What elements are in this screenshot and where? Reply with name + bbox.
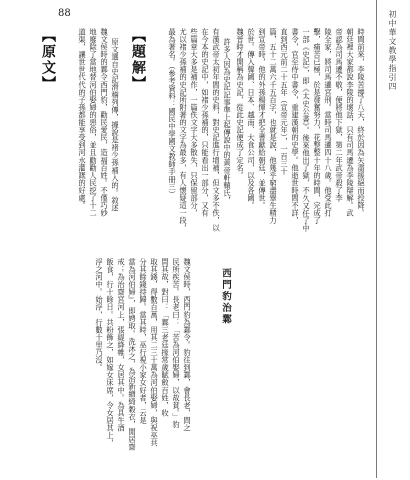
original-line: 分其餘錢持歸。當其時，巫行視小家女好者，云是 [139, 258, 148, 425]
tijie-line: 原文選自史記滑稽列傳，據說是褚少孫補入的。敘述 [111, 38, 120, 212]
intro-line: 書令，官至侍中書令，重建漢朝的史學。他逝世時間不詳， [291, 28, 300, 225]
intro-line: 篇，五十二萬六千五百字，也就是說，他幾乎窮盡畢生精力 [269, 28, 278, 225]
page-number: 88 [58, 8, 71, 19]
original-line: 取其錢，得數百萬，用其二三十萬為河伯娶婦，與祝巫共 [150, 258, 159, 447]
reference-note: 最為著名。（參考資料：國民中學國文教師手冊三） [168, 28, 177, 198]
intro-line: 時間前來，李陵苦撐了八天，終於因為矢盡援絕而投降。 [357, 28, 366, 217]
intro-line: 在今本的史記中，如褚少孫補的，只能看出一部分，又有 [201, 28, 210, 217]
intro-line: 尤以褚少孫補的史記所附著的文字為最多，有人懷疑這一段， [179, 28, 188, 232]
intro-line: 朝廷裡大家都說李陵的壞話，只有司馬遷為李陵辯解。武 [346, 28, 355, 217]
original-line: 魏文侯時，西門豹為鄴令。豹往到鄴，會長老，問之 [183, 258, 192, 432]
section-heading-yuanwen: 【原文】 [40, 28, 56, 92]
story-title: 西門豹治鄴 [220, 268, 231, 326]
original-line: 問其故，對曰：「鄴三老廷掾常歲賦斂百姓，收 [161, 258, 170, 417]
intro-line: 陵全家，將司馬遷宮刑。當時司馬遷四十八歲。他受此打 [324, 28, 333, 217]
intro-line: 許多人因為史記記事準上起傳說中的黃帝軒轅氏， [223, 38, 232, 205]
original-line: 飯食，行十餘日。共粉飾之，如嫁女床席，令女居其上， [106, 258, 115, 447]
intro-line: 些篇章大多是補作，一篇佚文字大多散失，只保留部分， [190, 28, 199, 217]
tijie-line: 地廢除了當地替河伯娶婦的惡俗，並且勸勸人民挖了十二 [89, 28, 98, 217]
intro-line: 擊，痛苦已極，於是發奮努力，花整整十年的時間，完成了 [313, 28, 322, 225]
original-line: 浮之河中。始浮，行數十里乃沒。 [95, 258, 104, 372]
tijie-line: 道渠，讓世世代代的子孫都能享受到河水灌溉的好處。 [78, 28, 87, 210]
intro-line: 魏晉時才開稱為史記，從此史記便成了定名。 [236, 28, 245, 179]
running-head: 初中華文教學指引四 [388, 10, 397, 91]
original-line: 戒；為治齋宮河上，張緹絳帷，女居其中。為具牛酒 [117, 258, 126, 432]
tijie-line: 魏文侯時的鄴令西門豹，勸民愛民，造福百姓。不僅巧妙 [100, 28, 109, 217]
original-line: 民所疾苦。長老曰：「苦為河伯娶婦，以故貧。」豹 [172, 258, 181, 428]
intro-line: 有漢武帝太初年間的史料，對史記進行增補，但文多不佚，以 [212, 28, 221, 232]
intro-line: 到宣帝時，他的外孫楊惲才把全書獻給朝廷，並傳世。 [258, 28, 267, 210]
header-rule [376, 0, 378, 478]
intro-line: 帝認為司馬遷不敬，便將他下獄，第二年武帝殺了李 [335, 28, 344, 202]
intro-line: 一部《史記》，即《太史公書》。後來他出了獄，不久又任了中 [302, 28, 311, 233]
section-heading-tijie: 【題解】 [130, 28, 146, 92]
intro-line: 直到西元前二十五年（宣帝元年），一百三十 [280, 28, 289, 176]
original-line: 當為河伯婦』，即娉取。洗沐之，為治新繒綺穀衣，閒居齋 [128, 258, 137, 451]
intro-line: 於世。傳入韓國、日本、越南、大食公司，以及各國。 [247, 28, 256, 210]
